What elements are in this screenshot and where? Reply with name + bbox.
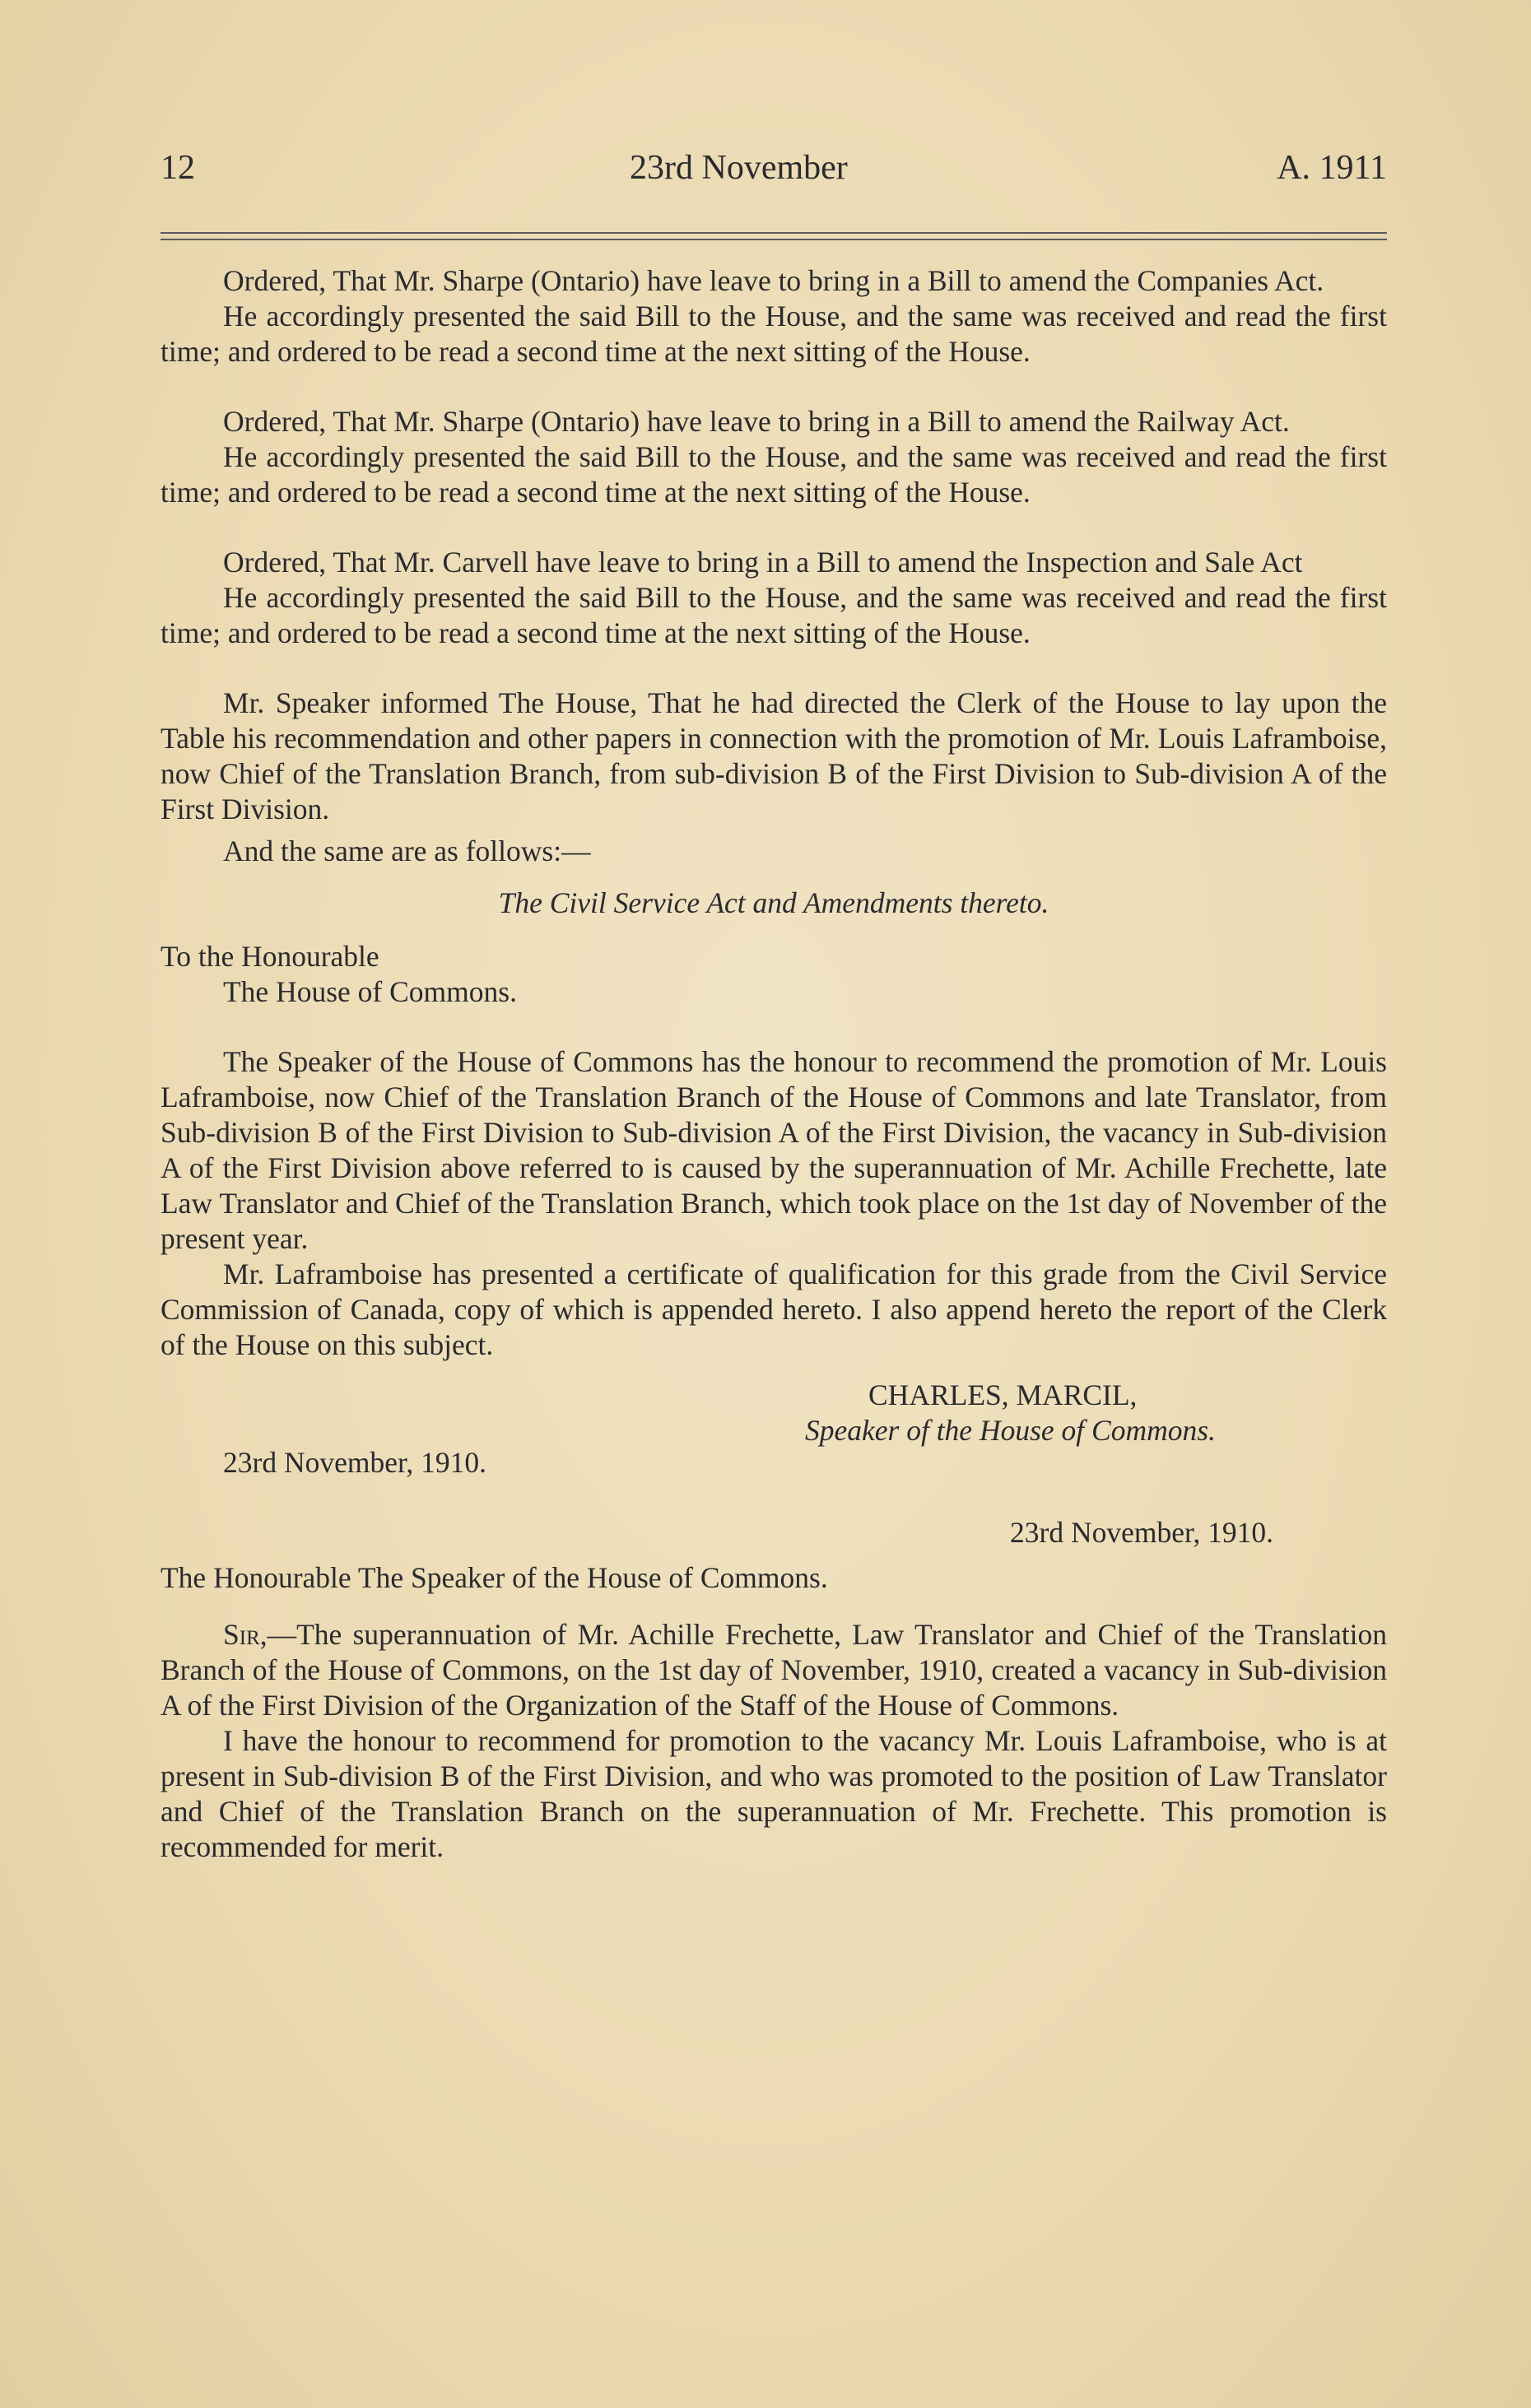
page-body bbox=[161, 263, 1387, 1865]
header-year: A. 1911 bbox=[1277, 149, 1387, 187]
act-title: The Civil Service Act and Amendments thereto. bbox=[498, 886, 1049, 919]
letter1-paragraph-2: Mr. Laframboise has presented a certificate of qualification for this grade from the Civil Service Commission of Canada, copy of which is appended hereto. I also append hereto the report of the Clerk of the House on this subject. bbox=[161, 1257, 1387, 1361]
presented-3: He accordingly presented the said Bill to the House, and the same was received and read the first time; and ordered to be read a second time at the next sitting of the House. bbox=[161, 581, 1387, 649]
letter2-addressee: The Honourable The Speaker of the House of Commons. bbox=[161, 1561, 828, 1594]
address-line-1: To the Honourable bbox=[161, 940, 379, 973]
presented-2: He accordingly presented the said Bill to the House, and the same was received and read the first time; and ordered to be read a second time at the next sitting of the House. bbox=[161, 440, 1387, 509]
signature-name: CHARLES, MARCIL, bbox=[868, 1378, 1138, 1411]
header-date: 23rd November bbox=[630, 149, 848, 187]
speaker-statement: Mr. Speaker informed The House, That he had directed the Clerk of the House to lay upon the Table his recommendation and other papers in connection with the promotion of Mr. Louis Laframboise, now Chief of the Translation Branch, from sub-division B of the First Division to Sub-division A of the First Division. bbox=[161, 686, 1387, 825]
letter1-date: 23rd November, 1910. bbox=[223, 1446, 486, 1479]
letter2-paragraph-2: I have the honour to recommend for promotion to the vacancy Mr. Louis Laframboise, who is at present in Sub-division B of the First Division, and who was promoted to the position of Law Translator and Chief of the Translation Branch on the superannuation of Mr. Frechette. This promotion is recommended for merit. bbox=[161, 1724, 1387, 1863]
letter2-paragraph-1 bbox=[161, 1617, 1387, 1723]
presented-1: He accordingly presented the said Bill to the House, and the same was received and read the first time; and ordered to be read a second time at the next sitting of the House. bbox=[161, 300, 1387, 368]
signature-title: Speaker of the House of Commons. bbox=[805, 1414, 1216, 1447]
salutation: Sir, bbox=[223, 1618, 268, 1651]
order-2: Ordered, That Mr. Sharpe (Ontario) have leave to bring in a Bill to amend the Railway Act. bbox=[223, 405, 1290, 438]
running-header bbox=[161, 148, 1387, 198]
order-1: Ordered, That Mr. Sharpe (Ontario) have leave to bring in a Bill to amend the Companies Act. bbox=[223, 264, 1324, 297]
order-3: Ordered, That Mr. Carvell have leave to bring in a Bill to amend the Inspection and Sale Act bbox=[223, 546, 1303, 579]
address-line-2: The House of Commons. bbox=[223, 975, 517, 1008]
as-follows-line: And the same are as follows:— bbox=[223, 834, 591, 867]
letter1-paragraph-1: The Speaker of the House of Commons has the honour to recommend the promotion of Mr. Louis Laframboise, now Chief of the Translation Branch of the House of Commons and late Translator, from Sub-division B of the First Division to Sub-division A of the First Division, the vacancy in Sub-division A of the First Division above referred to is caused by the superannuation of Mr. Achille Frechette, late Law Translator and Chief of the Translation Branch, which took place on the 1st day of November of the present year. bbox=[161, 1045, 1387, 1255]
letter2-paragraph-1-text: —The superannuation of Mr. Achille Frechette, Law Translator and Chief of the Translation Branch of the House of Commons, on the 1st day of November, 1910, created a vacancy in Sub-division A of the First Division of the Organization of the Staff of the House of Commons. bbox=[161, 1618, 1387, 1722]
header-rule-top bbox=[161, 232, 1387, 234]
page-number: 12 bbox=[161, 149, 195, 187]
header-rule-bottom bbox=[161, 239, 1387, 240]
letter2-date: 23rd November, 1910. bbox=[1010, 1516, 1273, 1549]
